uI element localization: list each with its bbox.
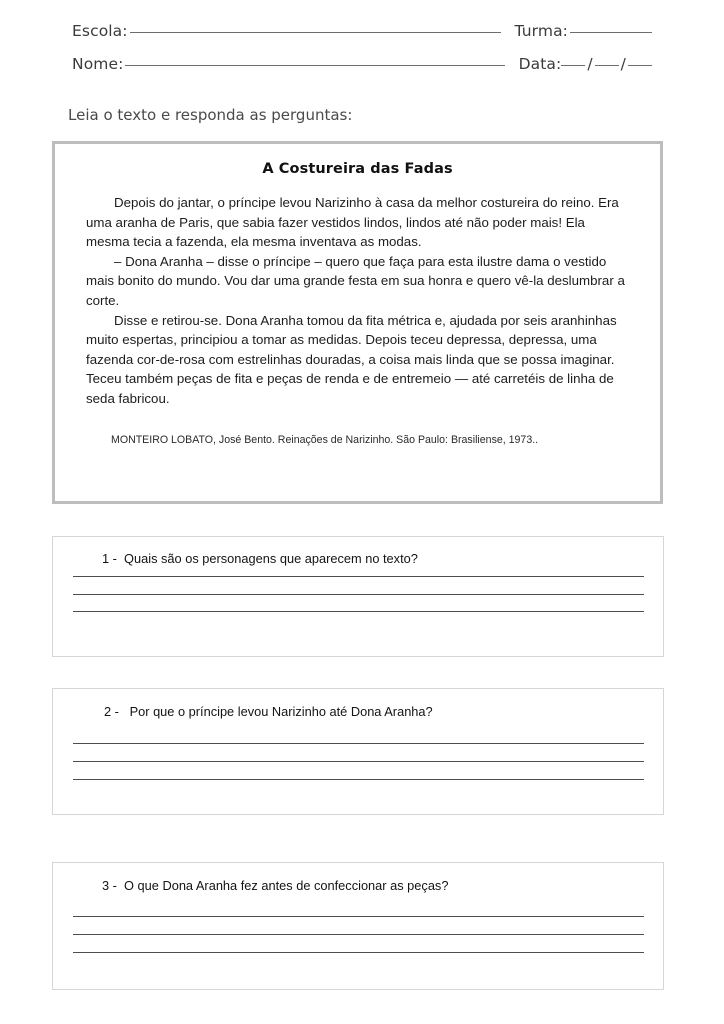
instruction-text: Leia o texto e responda as perguntas: [68, 106, 353, 124]
data-separator-1: / [587, 55, 593, 73]
nome-write-line[interactable] [125, 65, 504, 66]
escola-write-line[interactable] [130, 32, 501, 33]
header-row-nome-data [72, 55, 652, 88]
answer-line[interactable] [73, 761, 644, 762]
turma-label: Turma: [514, 22, 568, 40]
answer-line[interactable] [73, 576, 644, 577]
data-month-slot[interactable] [595, 65, 619, 66]
data-year-slot[interactable] [628, 65, 652, 66]
reading-title: A Costureira das Fadas [262, 161, 453, 177]
answer-line[interactable] [73, 952, 644, 953]
reading-attribution: MONTEIRO LOBATO, José Bento. Reinações de Narizinho. São Paulo: Brasiliense, 1973.. [111, 433, 539, 446]
reading-paragraph: – Dona Aranha – disse o príncipe – quero que faça para esta ilustre dama o vestido mais bonito do mundo. Vou dar uma grande festa em sua honra e quero vê-la deslumbrar a corte. [86, 253, 625, 308]
data-label: Data: [518, 55, 562, 73]
answer-line[interactable] [73, 611, 644, 612]
data-field [519, 55, 652, 73]
answer-lines-2 [73, 743, 644, 780]
answer-line[interactable] [73, 743, 644, 744]
reading-paragraph: Disse e retirou-se. Dona Aranha tomou da fita métrica e, ajudada por seis aranhinhas muito espertas, principiou a tomar as medidas. Depois teceu depressa, depressa, uma fazenda cor-de-rosa com estrelinhas douradas, a coisa mais linda que se possa imaginar. Teceu também peças de fita e peças de renda e de entremeio — até carretéis de linha de seda fabricou. [86, 312, 617, 406]
question-text-2: 2 - Por que o príncipe levou Narizinho até Dona Aranha? [104, 704, 433, 719]
answer-line[interactable] [73, 779, 644, 780]
nome-label: Nome: [72, 55, 124, 73]
answer-lines-3 [73, 916, 644, 953]
reading-body [86, 193, 632, 409]
question-box-1 [52, 536, 664, 657]
answer-line[interactable] [73, 916, 644, 917]
reading-text-box [52, 141, 663, 504]
answer-line[interactable] [73, 934, 644, 935]
data-day-slot[interactable] [561, 65, 585, 66]
escola-label: Escola: [72, 22, 128, 40]
answer-line[interactable] [73, 594, 644, 595]
question-text-1: 1 - Quais são os personagens que aparecem no texto? [102, 551, 418, 566]
student-info-header [72, 22, 652, 88]
header-row-escola-turma [72, 22, 652, 55]
turma-write-line[interactable] [570, 32, 652, 33]
reading-paragraph: Depois do jantar, o príncipe levou Narizinho à casa da melhor costureira do reino. Era uma aranha de Paris, que sabia fazer vestidos lindos, lindos até não poder mais! Ela mesma tecia a fazenda, ela mesma inventava as modas. [86, 195, 619, 250]
question-box-2 [52, 688, 664, 815]
answer-lines-1 [73, 576, 644, 612]
question-text-3: 3 - O que Dona Aranha fez antes de confeccionar as peças? [102, 878, 449, 893]
question-box-3 [52, 862, 664, 990]
data-separator-2: / [620, 55, 626, 73]
